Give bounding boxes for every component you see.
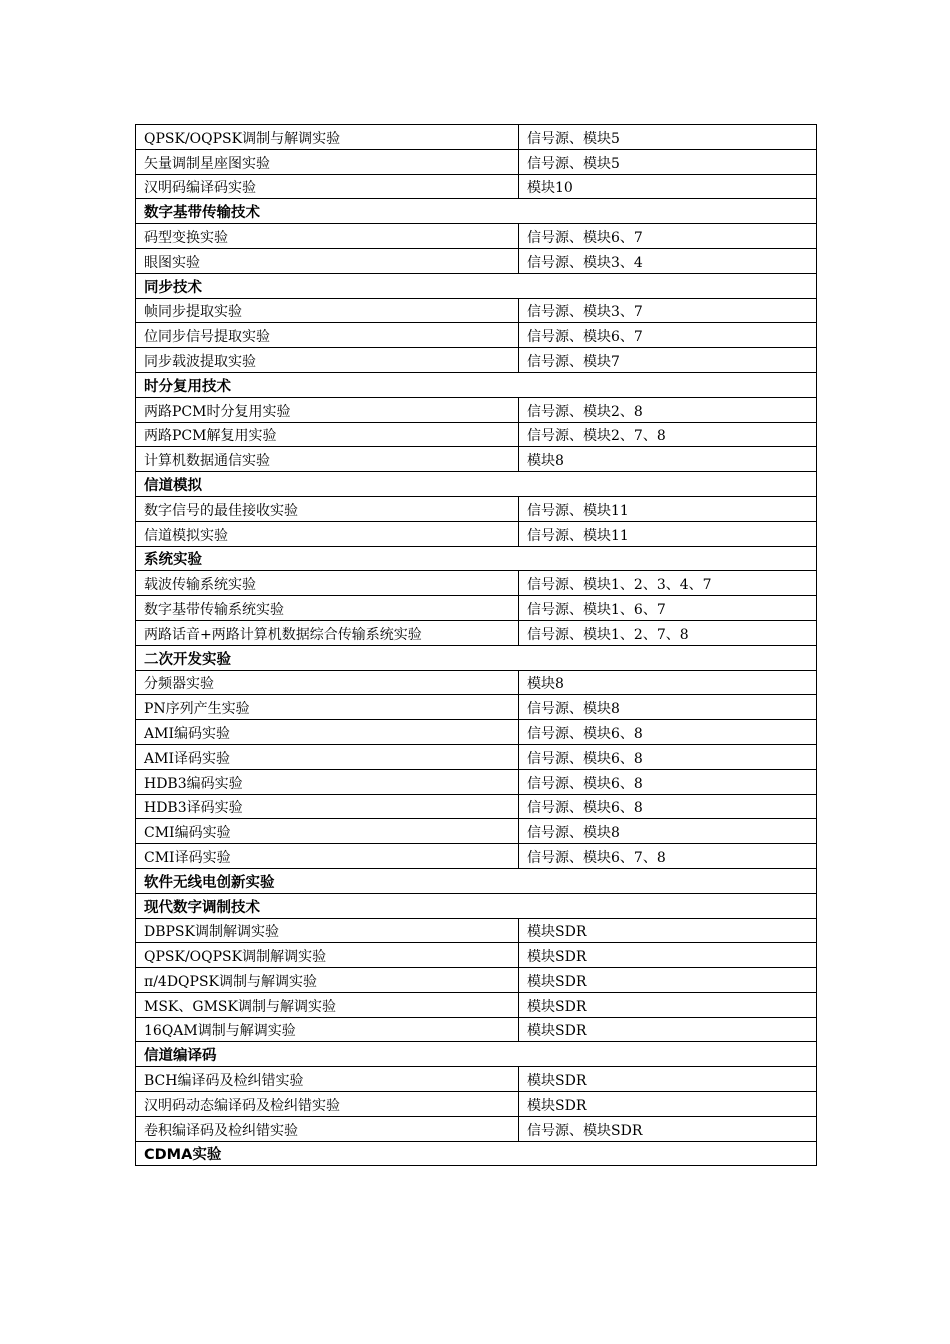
table-row (136, 521, 817, 546)
experiment-name: 分频器实验 (136, 670, 519, 695)
experiment-name: 卷积编译码及检纠错实验 (136, 1116, 519, 1141)
module-cell: 信号源、模块2、7、8 (519, 422, 817, 447)
section-title: 同步技术 (136, 273, 817, 298)
table-row (136, 149, 817, 174)
module-cell: 信号源、模块6、7 (519, 224, 817, 249)
experiment-name: HDB3编码实验 (136, 769, 519, 794)
experiment-name: PN序列产生实验 (136, 695, 519, 720)
section-title: 数字基带传输技术 (136, 199, 817, 224)
module-cell: 信号源、模块3、7 (519, 298, 817, 323)
section-header-row (136, 372, 817, 397)
table-row (136, 992, 817, 1017)
experiment-name: QPSK/OQPSK调制解调实验 (136, 943, 519, 968)
table-row (136, 596, 817, 621)
module-cell: 信号源、模块5 (519, 125, 817, 150)
table-row (136, 496, 817, 521)
module-cell: 信号源、模块6、8 (519, 769, 817, 794)
experiment-name: 汉明码编译码实验 (136, 174, 519, 199)
module-cell: 模块SDR (519, 1067, 817, 1092)
module-cell: 信号源、模块8 (519, 695, 817, 720)
experiment-name: 两路PCM时分复用实验 (136, 397, 519, 422)
section-title: CDMA实验 (136, 1141, 817, 1166)
experiment-name: 汉明码动态编译码及检纠错实验 (136, 1092, 519, 1117)
table-row (136, 968, 817, 993)
table-row (136, 794, 817, 819)
module-cell: 信号源、模块7 (519, 348, 817, 373)
module-cell: 模块10 (519, 174, 817, 199)
module-cell: 信号源、模块2、8 (519, 397, 817, 422)
experiment-name: 帧同步提取实验 (136, 298, 519, 323)
experiment-name: 两路话音+两路计算机数据综合传输系统实验 (136, 620, 519, 645)
section-header-row (136, 472, 817, 497)
table-row (136, 571, 817, 596)
section-header-row (136, 273, 817, 298)
section-title: 系统实验 (136, 546, 817, 571)
table-row (136, 1092, 817, 1117)
experiment-name: HDB3译码实验 (136, 794, 519, 819)
experiment-name: 两路PCM解复用实验 (136, 422, 519, 447)
experiment-name: 16QAM调制与解调实验 (136, 1017, 519, 1042)
module-cell: 信号源、模块SDR (519, 1116, 817, 1141)
experiment-name: QPSK/OQPSK调制与解调实验 (136, 125, 519, 150)
table-row (136, 819, 817, 844)
experiment-name: 信道模拟实验 (136, 521, 519, 546)
section-title: 二次开发实验 (136, 645, 817, 670)
module-cell: 信号源、模块6、8 (519, 744, 817, 769)
experiment-name: BCH编译码及检纠错实验 (136, 1067, 519, 1092)
section-header-row (136, 645, 817, 670)
module-cell: 信号源、模块11 (519, 521, 817, 546)
experiment-name: 数字基带传输系统实验 (136, 596, 519, 621)
module-cell: 信号源、模块6、7、8 (519, 844, 817, 869)
table-row (136, 720, 817, 745)
section-header-row (136, 1042, 817, 1067)
table-row (136, 348, 817, 373)
experiment-name: 计算机数据通信实验 (136, 447, 519, 472)
experiment-name: MSK、GMSK调制与解调实验 (136, 992, 519, 1017)
table-row (136, 397, 817, 422)
section-title: 信道模拟 (136, 472, 817, 497)
experiment-name: 同步载波提取实验 (136, 348, 519, 373)
table-row (136, 844, 817, 869)
module-cell: 模块SDR (519, 1092, 817, 1117)
module-cell: 信号源、模块6、8 (519, 720, 817, 745)
module-cell: 信号源、模块6、8 (519, 794, 817, 819)
section-title: 现代数字调制技术 (136, 893, 817, 918)
experiment-name: 矢量调制星座图实验 (136, 149, 519, 174)
table-row (136, 670, 817, 695)
module-cell: 模块SDR (519, 992, 817, 1017)
module-cell: 信号源、模块1、2、7、8 (519, 620, 817, 645)
table-row (136, 620, 817, 645)
section-title: 时分复用技术 (136, 372, 817, 397)
section-header-row (136, 868, 817, 893)
experiment-name: CMI编码实验 (136, 819, 519, 844)
module-cell: 信号源、模块1、6、7 (519, 596, 817, 621)
experiment-name: 位同步信号提取实验 (136, 323, 519, 348)
table-row (136, 224, 817, 249)
experiment-name: CMI译码实验 (136, 844, 519, 869)
table-row (136, 1067, 817, 1092)
experiment-name: 眼图实验 (136, 248, 519, 273)
module-cell: 信号源、模块11 (519, 496, 817, 521)
module-cell: 模块SDR (519, 968, 817, 993)
table-row (136, 447, 817, 472)
experiment-name: AMI编码实验 (136, 720, 519, 745)
module-cell: 信号源、模块5 (519, 149, 817, 174)
table-row (136, 125, 817, 150)
table-row (136, 174, 817, 199)
module-cell: 模块SDR (519, 918, 817, 943)
section-title: 信道编译码 (136, 1042, 817, 1067)
experiment-table (135, 124, 817, 1166)
experiment-name: 码型变换实验 (136, 224, 519, 249)
table-row (136, 1116, 817, 1141)
experiment-name: AMI译码实验 (136, 744, 519, 769)
module-cell: 信号源、模块6、7 (519, 323, 817, 348)
table-row (136, 744, 817, 769)
experiment-name: π/4DQPSK调制与解调实验 (136, 968, 519, 993)
table-row (136, 695, 817, 720)
module-cell: 信号源、模块3、4 (519, 248, 817, 273)
module-cell: 模块8 (519, 670, 817, 695)
table-row (136, 298, 817, 323)
section-header-row (136, 546, 817, 571)
experiment-name: 数字信号的最佳接收实验 (136, 496, 519, 521)
section-title: 软件无线电创新实验 (136, 868, 817, 893)
experiment-name: DBPSK调制解调实验 (136, 918, 519, 943)
module-cell: 模块SDR (519, 1017, 817, 1042)
experiment-table-body (136, 125, 817, 1166)
section-header-row (136, 893, 817, 918)
module-cell: 信号源、模块8 (519, 819, 817, 844)
section-header-row (136, 199, 817, 224)
table-row (136, 422, 817, 447)
module-cell: 模块8 (519, 447, 817, 472)
section-header-row (136, 1141, 817, 1166)
table-row (136, 769, 817, 794)
table-row (136, 1017, 817, 1042)
table-row (136, 248, 817, 273)
module-cell: 信号源、模块1、2、3、4、7 (519, 571, 817, 596)
module-cell: 模块SDR (519, 943, 817, 968)
table-row (136, 943, 817, 968)
experiment-name: 载波传输系统实验 (136, 571, 519, 596)
table-row (136, 323, 817, 348)
table-row (136, 918, 817, 943)
